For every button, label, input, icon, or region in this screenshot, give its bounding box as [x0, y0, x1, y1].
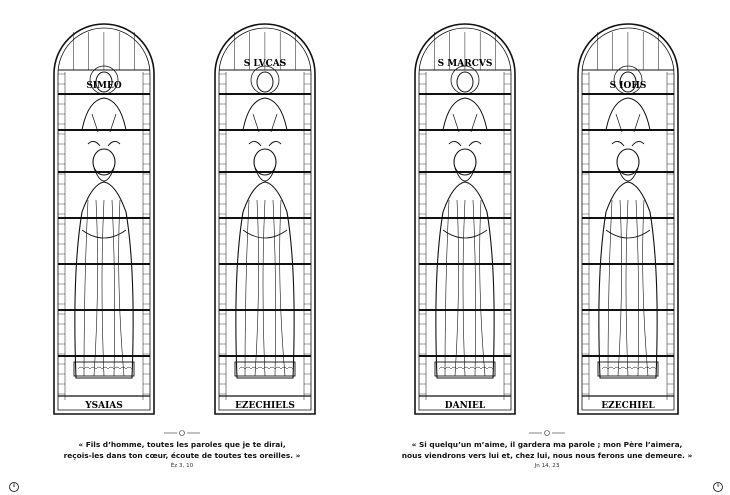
- page-number: 8: [9, 482, 19, 492]
- window-inscription-top: S IOHS: [609, 81, 647, 91]
- scripture-reference: Éz 3, 10: [170, 463, 194, 469]
- quote-line: nous viendrons vers lui et, chez lui, nous nous ferons une demeure. »: [401, 450, 693, 460]
- stained-glass-window-mark-daniel: [413, 22, 517, 416]
- stained-glass-window-simeon-isaiah: [52, 22, 156, 416]
- window-inscription-bottom: YSAIAS: [85, 401, 123, 411]
- stained-glass-window-john-ezekiel: [576, 22, 680, 416]
- window-inscription-bottom: EZECHIELS: [235, 401, 295, 411]
- decorative-divider: [162, 428, 202, 438]
- window-inscription-top: SIMEO: [86, 81, 122, 91]
- quote-line: « Fils d’homme, toutes les paroles que je te dirai,: [78, 440, 286, 449]
- scripture-reference: Jn 14, 23: [534, 463, 560, 469]
- scripture-quote: [397, 440, 697, 461]
- stained-glass-window-luke-ezekiel: [213, 22, 317, 416]
- page-number: 9: [713, 482, 723, 492]
- window-inscription-bottom: EZECHIEL: [601, 401, 655, 411]
- window-inscription-top: S MARCVS: [437, 59, 493, 69]
- quote-line: « Si quelqu’un m’aime, il gardera ma parole ; mon Père l’aimera,: [411, 440, 683, 449]
- decorative-divider: [527, 428, 567, 438]
- right-page: [365, 0, 730, 495]
- quote-line: reçois-les dans ton cœur, écoute de toutes tes oreilles. »: [63, 450, 301, 460]
- scripture-quote: [32, 440, 332, 461]
- window-inscription-bottom: DANIEL: [444, 401, 486, 411]
- window-inscription-top: S LVCAS: [243, 59, 287, 69]
